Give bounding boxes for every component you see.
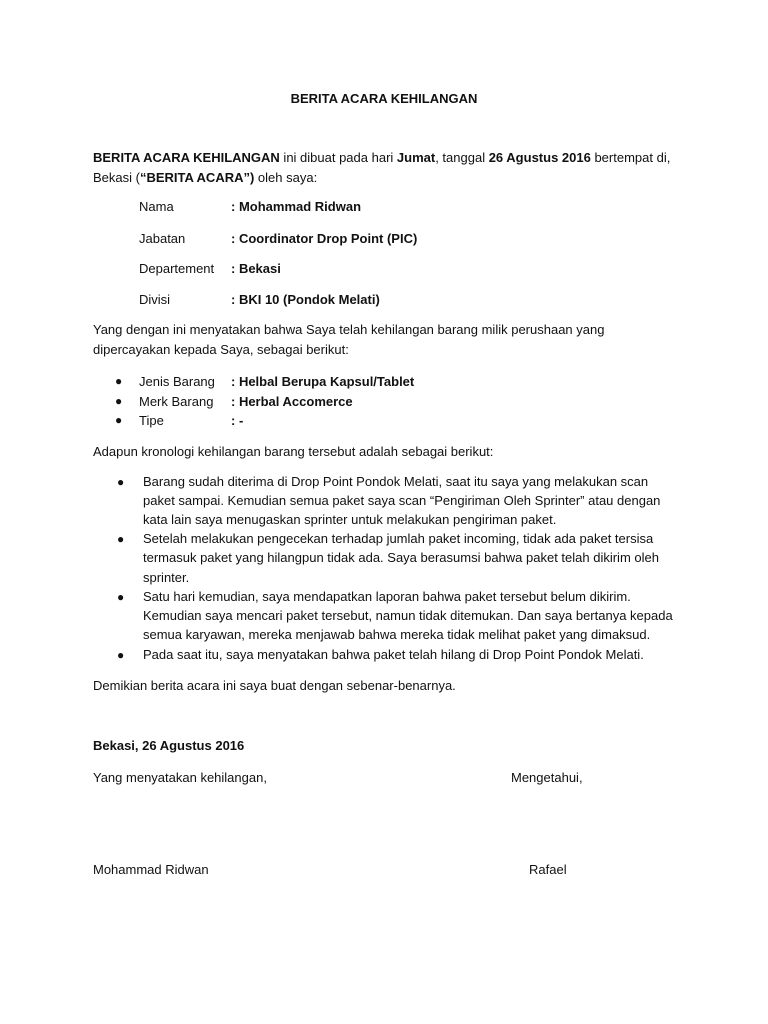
identity-label: Jabatan (139, 231, 186, 246)
chronology-line: Satu hari kemudian, saya mendapatkan laporan bahwa paket tersebut belum dikirim. (143, 589, 631, 604)
identity-value: : Bekasi (231, 261, 281, 276)
intro-day: Jumat (396, 150, 436, 165)
chronology-line: semua karyawan, mereka menjawab bahwa mereka tidak melihat paket yang dimaksud. (143, 627, 651, 642)
identity-value: : BKI 10 (Pondok Melati) (231, 292, 380, 307)
item-label: Tipe (139, 413, 164, 428)
signer-right-role: Mengetahui, (511, 770, 583, 785)
chronology-line: Pada saat itu, saya menyatakan bahwa paket telah hilang di Drop Point Pondok Melati. (143, 647, 644, 662)
item-value: : - (231, 413, 244, 428)
statement-line-1: Yang dengan ini menyatakan bahwa Saya telah kehilangan barang milik perushaan yang (93, 322, 605, 337)
intro-line-1 (93, 150, 670, 166)
chronology-line: sprinter. (143, 570, 190, 585)
bullet-icon: ● (117, 475, 125, 489)
intro-text-a: ini dibuat pada hari (279, 150, 397, 165)
chronology-line: kata lain saya menugaskan sprinter untuk melakukan pengiriman paket. (143, 512, 557, 527)
chronology-line: termasuk paket yang hilangpun tidak ada. Saya berasumsi bahwa paket telah dikirim oleh (143, 550, 659, 565)
item-label: Merk Barang (139, 394, 214, 409)
bullet-icon: ● (117, 590, 125, 604)
intro-place: Bekasi ( (93, 170, 140, 185)
identity-label: Departement (139, 261, 215, 276)
place-date: Bekasi, 26 Agustus 2016 (93, 738, 245, 753)
intro-text-b: , tanggal (435, 150, 489, 165)
chronology-line: Barang sudah diterima di Drop Point Pondok Melati, saat itu saya yang melakukan scan (143, 474, 649, 489)
closing-statement: Demikian berita acara ini saya buat dengan sebenar-benarnya. (93, 678, 456, 693)
bullet-icon: ● (117, 532, 125, 546)
intro-text-c: bertempat di, (590, 150, 671, 165)
chronology-intro: Adapun kronologi kehilangan barang tersebut adalah sebagai berikut: (93, 444, 494, 459)
chronology-line: Kemudian saya mencari paket tersebut, namun tidak ditemukan. Dan saya bertanya kepada (143, 608, 673, 623)
item-value: : Helbal Berupa Kapsul/Tablet (231, 374, 415, 389)
identity-label: Divisi (139, 292, 171, 307)
intro-title-ref: BERITA ACARA KEHILANGAN (93, 150, 280, 165)
identity-value: : Mohammad Ridwan (231, 199, 362, 214)
intro-date: 26 Agustus 2016 (488, 150, 591, 165)
intro-alias: “BERITA ACARA”) (139, 170, 255, 185)
signer-left-name: Mohammad Ridwan (93, 862, 209, 877)
item-label: Jenis Barang (139, 374, 215, 389)
identity-label: Nama (139, 199, 174, 214)
identity-value: : Coordinator Drop Point (PIC) (231, 231, 418, 246)
document-title: BERITA ACARA KEHILANGAN (290, 91, 478, 106)
statement-line-2: dipercayakan kepada Saya, sebagai berikut: (93, 342, 349, 357)
chronology-line: Setelah melakukan pengecekan terhadap jumlah paket incoming, tidak ada paket tersisa (143, 531, 654, 546)
signer-left-role: Yang menyatakan kehilangan, (93, 770, 267, 785)
item-value: : Herbal Accomerce (231, 394, 353, 409)
bullet-icon: ● (117, 648, 125, 662)
bullet-icon: ● (115, 394, 123, 408)
signer-right-name: Rafael (529, 862, 567, 877)
intro-text-d: oleh saya: (254, 170, 318, 185)
chronology-line: paket sampai. Kemudian semua paket saya scan “Pengiriman Oleh Sprinter” atau dengan (143, 493, 661, 508)
intro-line-2 (93, 170, 317, 186)
bullet-icon: ● (115, 374, 123, 388)
bullet-icon: ● (115, 413, 123, 427)
